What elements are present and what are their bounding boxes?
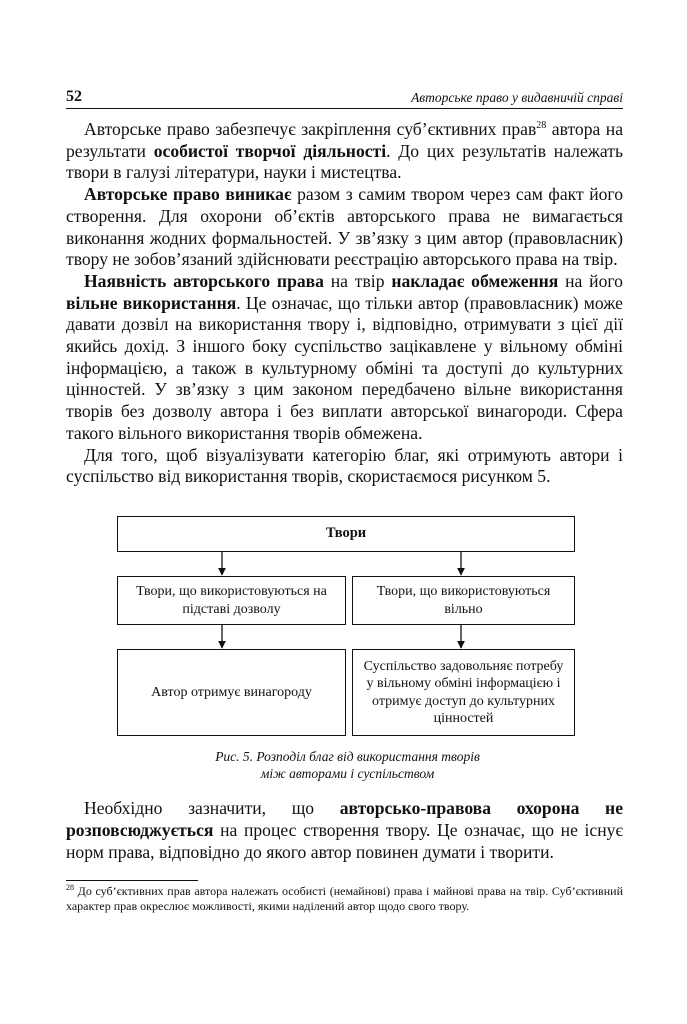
running-title: Авторське право у видавничій справі [411,90,623,105]
body-text-top [66,119,623,488]
figure-caption: Рис. 5. Розподіл благ від використання творів між авторами і суспільством [215,749,480,781]
page-header [66,86,623,109]
footnote-divider [66,880,198,881]
paragraph-2: Авторське право виникає разом з самим твором через сам факт його створення. Для охорони об’єктів авторського права не вимагається виконання жодних формальностей. У зв’язку з цим автор (правовласник) твору не зобов’язаний здійснювати реєстрацію авторського права на твір. [66,184,623,270]
diagram-box-author-reward: Автор отримує винагороду [117,649,346,736]
diagram-box-works: Твори [117,516,575,552]
page-number: 52 [66,88,82,105]
paragraph-4: Для того, щоб візуалізувати категорію благ, які отримують автори і суспільство від використання творів, скористаємося рисунком 5. [66,444,623,487]
body-text-bottom [66,797,623,863]
diagram-box-free-use: Твори, що використовуються вільно [352,576,575,625]
paragraph-3: Наявність авторського права на твір накладає обмеження на його вільне використання. Це означає, що тільки автор (правовласник) може давати дозвіл на використання твору і, відповідно, отримувати з цієї дії якийсь дохід. З іншого боку суспільство зацікавлене у вільному обміні інформацією, а також в культурному обміні та доступі до культурних цінностей. У зв’язку з цим законом передбачено вільне використання творів без дозволу автора і без виплати авторської винагороди. Сфера такого вільного використання творів обмежена. [66,270,623,443]
footnote-ref[interactable]: 28 [536,120,547,132]
footnote-number: 28 [66,883,74,892]
paragraph-5: Необхідно зазначити, що авторсько-правова охорона не розповсюджується на процес створення твору. Це означає, що не існує норм права, відповідно до якого автор повинен думати і творити. [66,798,624,862]
diagram-box-society-access: Суспільство задовольняє потребу у вільному обміні інформацією і отримує доступ до культурних цінностей [352,649,575,736]
footnote: $^{28}$ До суб’єктивних прав автора належать особисті (немайнові) права і майнові права на твір. Суб’єктивний характер прав окреслює можливості, якими наділений автор щодо свого твору. [66,883,623,913]
diagram-box-permitted-use: Твори, що використовуються на підставі дозволу [117,576,346,625]
paragraph-1: Авторське право забезпечує закріплення суб’єктивних прав$^{28}$ автора на результати особистої творчої діяльності. До цих результатів належать твори в галузі літератури, науки і мистецтва. [66,119,624,183]
